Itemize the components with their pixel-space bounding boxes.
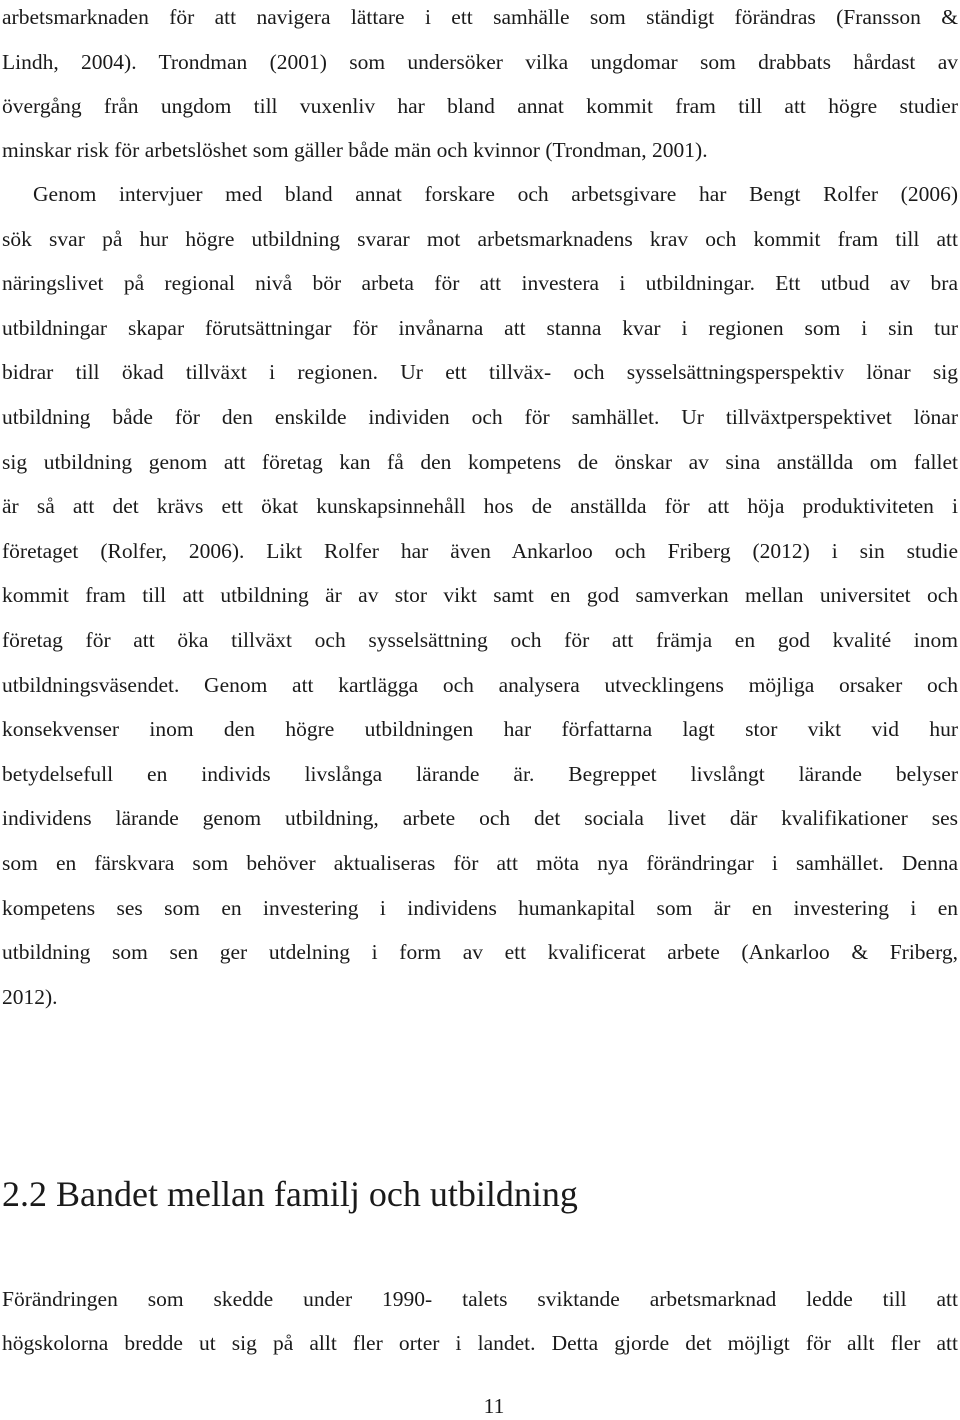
text-line: konsekvenser inom den högre utbildningen har författarna lagt stor vikt vid hur (2, 717, 958, 741)
text-line: Förändringen som skedde under 1990- talets sviktande arbetsmarknad ledde till att (2, 1287, 958, 1311)
text-line: minskar risk för arbetslöshet som gäller både män och kvinnor (Trondman, 2001). (2, 138, 708, 162)
text-line: individens lärande genom utbildning, arbete och det sociala livet där kvalifikationer ses (2, 806, 958, 830)
text-line: som en färskvara som behöver aktualiseras för att möta nya förändringar i samhället. Denna (2, 851, 958, 875)
text-line: utbildning både för den enskilde individen och för samhället. Ur tillväxtperspektivet lönar (2, 405, 958, 429)
text-line: utbildning som sen ger utdelning i form av ett kvalificerat arbete (Ankarloo & Friberg, (2, 940, 958, 964)
text-line: 2012). (2, 985, 58, 1009)
text-line: utbildningsväsendet. Genom att kartlägga och analysera utvecklingens möjliga orsaker och (2, 673, 958, 697)
text-line: övergång från ungdom till vuxenliv har bland annat kommit fram till att högre studier (2, 94, 958, 118)
text-line: är så att det krävs ett ökat kunskapsinnehåll hos de anställda för att höja produktiviteten i (2, 494, 958, 518)
text-line: högskolorna bredde ut sig på allt fler orter i landet. Detta gjorde det möjligt för allt fler att (2, 1331, 958, 1355)
text-line: Lindh, 2004). Trondman (2001) som undersöker vilka ungdomar som drabbats hårdast av (2, 50, 958, 74)
text-line: företaget (Rolfer, 2006). Likt Rolfer har även Ankarloo och Friberg (2012) i sin studie (2, 539, 958, 563)
text-line: Genom intervjuer med bland annat forskare och arbetsgivare har Bengt Rolfer (2006) (33, 182, 958, 206)
text-line: kommit fram till att utbildning är av stor vikt samt en god samverkan mellan universitet och (2, 583, 958, 607)
section-heading: 2.2 Bandet mellan familj och utbildning (2, 1174, 578, 1214)
text-line: utbildningar skapar förutsättningar för invånarna att stanna kvar i regionen som i sin tur (2, 316, 958, 340)
text-line: bidrar till ökad tillväxt i regionen. Ur ett tillväx- och sysselsättningsperspektiv lönar sig (2, 360, 958, 384)
text-line: sig utbildning genom att företag kan få den kompetens de önskar av sina anställda om fallet (2, 450, 958, 474)
text-line: arbetsmarknaden för att navigera lättare i ett samhälle som ständigt förändras (Fransson & (2, 5, 958, 29)
text-line: betydelsefull en individs livslånga lärande är. Begreppet livslångt lärande belyser (2, 762, 958, 786)
page-number: 11 (483, 1394, 505, 1418)
text-line: näringslivet på regional nivå bör arbeta för att investera i utbildningar. Ett utbud av bra (2, 271, 958, 295)
text-line: företag för att öka tillväxt och sysselsättning och för att främja en god kvalité inom (2, 628, 958, 652)
text-line: sök svar på hur högre utbildning svarar mot arbetsmarknadens krav och kommit fram till att (2, 227, 958, 251)
text-line: kompetens ses som en investering i individens humankapital som är en investering i en (2, 896, 958, 920)
